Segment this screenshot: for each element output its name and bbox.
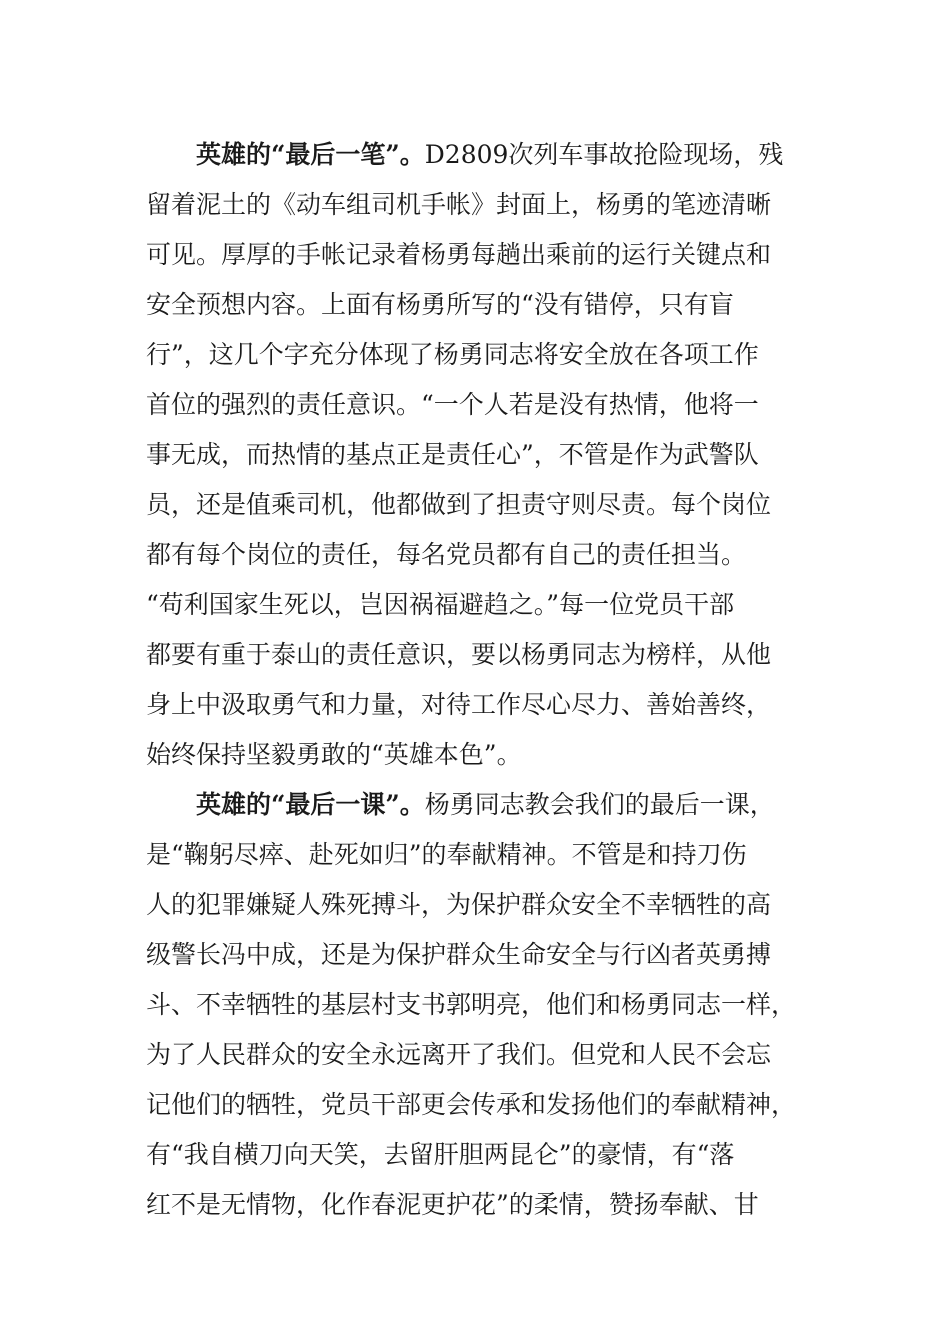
paragraph-1-line: 事无成，而热情的基点正是责任心”，不管是作为武警队	[146, 440, 759, 469]
paragraph-1-line: 可见。厚厚的手帐记录着杨勇每趟出乘前的运行关键点和	[146, 240, 772, 269]
paragraph-2-line: 是“鞠躬尽瘁、赴死如归”的奉献精神。不管是和持刀伤	[146, 840, 747, 869]
paragraph-1-line: 首位的强烈的责任意识。“一个人若是没有热情，他将一	[146, 390, 759, 419]
paragraph-1-line: 身上中汲取勇气和力量，对待工作尽心尽力、善始善终，	[146, 690, 772, 719]
paragraph-2-line: 斗、不幸牺牲的基层村支书郭明亮，他们和杨勇同志一样，	[146, 990, 797, 1019]
paragraph-2-line: 有“我自横刀向天笑，去留肝胆两昆仑”的豪情，有“落	[146, 1140, 735, 1169]
paragraph-1-line: 行”，这几个字充分体现了杨勇同志将安全放在各项工作	[146, 340, 759, 369]
paragraph-2-line: 杨勇同志教会我们的最后一课，	[424, 790, 775, 819]
body-text	[146, 130, 806, 1230]
paragraph-2-heading: 英雄的“最后一课”。	[196, 790, 425, 819]
paragraph-2-line: 记他们的牺牲，党员干部更会传承和发扬他们的奉献精神，	[146, 1090, 797, 1119]
paragraph-1-line: 留着泥土的《动车组司机手帐》封面上，杨勇的笔迹清晰	[146, 190, 772, 219]
paragraph-1-heading: 英雄的“最后一笔”。	[196, 140, 425, 169]
paragraph-1-line: 都要有重于泰山的责任意识，要以杨勇同志为榜样，从他	[146, 640, 772, 669]
paragraph-2-line: 级警长冯中成，还是为保护群众生命安全与行凶者英勇搏	[146, 940, 772, 969]
paragraph-1-line: 员，还是值乘司机，他都做到了担责守则尽责。每个岗位	[146, 490, 772, 519]
paragraph-1-line: D2809次列车事故抢险现场，残	[424, 140, 784, 169]
paragraph-2-line: 为了人民群众的安全永远离开了我们。但党和人民不会忘	[146, 1040, 772, 1069]
paragraph-1-line: 都有每个岗位的责任，每名党员都有自己的责任担当。	[146, 540, 747, 569]
paragraph-2-line: 红不是无情物，化作春泥更护花”的柔情，赞扬奉献、甘	[146, 1190, 759, 1219]
paragraph-1-line: “苟利国家生死以，岂因祸福避趋之。”每一位党员干部	[146, 590, 735, 619]
paragraph-2-first-line	[146, 780, 806, 830]
paragraph-1-line: 始终保持坚毅勇敢的“英雄本色”。	[146, 740, 522, 769]
paragraph-2-line: 人的犯罪嫌疑人殊死搏斗，为保护群众安全不幸牺牲的高	[146, 890, 772, 919]
paragraph-1-first-line	[146, 130, 806, 180]
paragraph-1-line: 安全预想内容。上面有杨勇所写的“没有错停，只有盲	[146, 290, 734, 319]
